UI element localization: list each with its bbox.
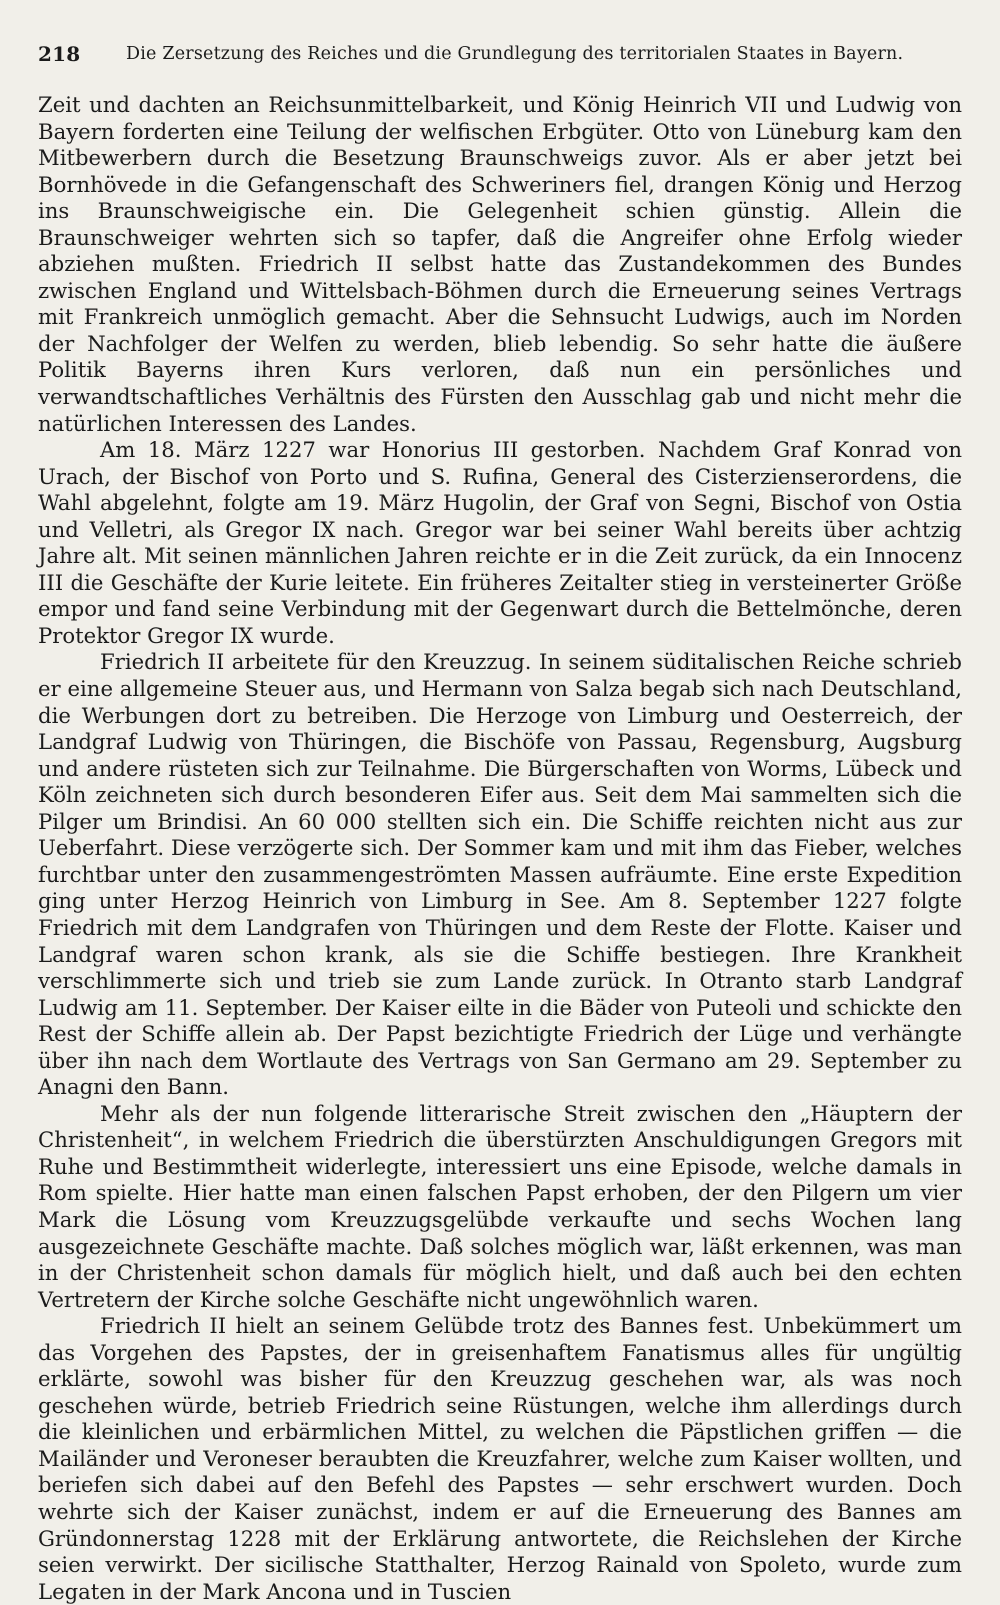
- paragraph-4: Mehr als der nun folgende litterarische Streit zwischen den „Häuptern der Christenheit“, in welchem Friedrich die überstürzten Anschuldigungen Gregors mit Ruhe und Bestimmtheit widerlegte, interessiert uns eine Episode, welche damals in Rom spielte. Hier hatte man einen falschen Papst erhoben, der den Pilgern um vier Mark die Lösung vom Kreuzzugsgelübde verkaufte und sechs Wochen lang ausgezeichnete Geschäfte machte. Daß solches möglich war, läßt erkennen, was man in der Christenheit schon damals für möglich hielt, und daß auch bei den echten Vertretern der Kirche solche Geschäfte nicht ungewöhnlich waren.: [38, 1100, 962, 1312]
- page-number: 218: [38, 42, 81, 66]
- running-head: [38, 42, 962, 72]
- paragraph-1: Zeit und dachten an Reichsunmittelbarkeit, und König Heinrich VII und Ludwig von Bayern forderten eine Teilung der welfischen Erbgüter. Otto von Lüneburg kam den Mitbewerbern durch die Besetzung Braunschweigs zuvor. Als er aber jetzt bei Bornhövede in die Gefangenschaft des Schweriners fiel, drangen König und Herzog ins Braunschweigische ein. Die Gelegenheit schien günstig. Allein die Braunschweiger wehrten sich so tapfer, daß die Angreifer ohne Erfolg wieder abziehen mußten. Friedrich II selbst hatte das Zustandekommen des Bundes zwischen England und Wittelsbach-Böhmen durch die Erneuerung seines Vertrags mit Frankreich unmöglich gemacht. Aber die Sehnsucht Ludwigs, auch im Norden der Nachfolger der Welfen zu werden, blieb lebendig. So sehr hatte die äußere Politik Bayerns ihren Kurs verloren, daß nun ein persönliches und verwandtschaftliches Verhältnis des Fürsten den Ausschlag gab und nicht mehr die natürlichen Interessen des Landes.: [38, 92, 962, 436]
- running-title: Die Zersetzung des Reiches und die Grundlegung des territorialen Staates in Bayern.: [126, 44, 904, 64]
- paragraph-5: Friedrich II hielt an seinem Gelübde trotz des Bannes fest. Unbekümmert um das Vorgehen des Papstes, der in greisenhaftem Fanatismus alles für ungültig erklärte, sowohl was bisher für den Kreuzzug geschehen war, als was noch geschehen würde, betrieb Friedrich seine Rüstungen, welche ihm allerdings durch die kleinlichen und erbärmlichen Mittel, zu welchen die Päpstlichen griffen — die Mailänder und Veroneser beraubten die Kreuzfahrer, welche zum Kaiser wollten, und beriefen sich dabei auf den Befehl des Papstes — sehr erschwert wurden. Doch wehrte sich der Kaiser zunächst, indem er auf die Erneuerung des Bannes am Gründonnerstag 1228 mit der Erklärung antwortete, die Reichslehen der Kirche seien verwirkt. Der sicilische Statthalter, Herzog Rainald von Spoleto, wurde zum Legaten in der Mark Ancona und in Tuscien: [38, 1313, 962, 1604]
- body-text: [38, 92, 962, 1605]
- paragraph-2: Am 18. März 1227 war Honorius III gestorben. Nachdem Graf Konrad von Urach, der Bischof von Porto und S. Rufina, General des Cisterzienserordens, die Wahl abgelehnt, folgte am 19. März Hugolin, der Graf von Segni, Bischof von Ostia und Velletri, als Gregor IX nach. Gregor war bei seiner Wahl bereits über achtzig Jahre alt. Mit seinen männlichen Jahren reichte er in die Zeit zurück, da ein Innocenz III die Geschäfte der Kurie leitete. Ein früheres Zeitalter stieg in versteinerter Größe empor und fand seine Verbindung mit der Gegenwart durch die Bettelmönche, deren Protektor Gregor IX wurde.: [38, 437, 962, 648]
- paragraph-3: Friedrich II arbeitete für den Kreuzzug. In seinem süditalischen Reiche schrieb er eine allgemeine Steuer aus, und Hermann von Salza begab sich nach Deutschland, die Werbungen dort zu betreiben. Die Herzoge von Limburg und Oesterreich, der Landgraf Ludwig von Thüringen, die Bischöfe von Passau, Regensburg, Augsburg und andere rüsteten sich zur Teilnahme. Die Bürgerschaften von Worms, Lübeck und Köln zeichneten sich durch besonderen Eifer aus. Seit dem Mai sammelten sich die Pilger um Brindisi. An 60 000 stellten sich ein. Die Schiffe reichten nicht aus zur Ueberfahrt. Diese verzögerte sich. Der Sommer kam und mit ihm das Fieber, welches furchtbar unter den zusammengeströmten Massen aufräumte. Eine erste Expedition ging unter Herzog Heinrich von Limburg in See. Am 8. September 1227 folgte Friedrich mit dem Landgrafen von Thüringen und dem Reste der Flotte. Kaiser und Landgraf waren schon krank, als sie die Schiffe bestiegen. Ihre Krankheit verschlimmerte sich und trieb sie zum Lande zurück. In Otranto starb Landgraf Ludwig am 11. September. Der Kaiser eilte in die Bäder von Puteoli und schickte den Rest der Schiffe allein ab. Der Papst bezichtigte Friedrich der Lüge und verhängte über ihn nach dem Wortlaute des Vertrags von San Germano am 29. September zu Anagni den Bann.: [38, 649, 962, 1100]
